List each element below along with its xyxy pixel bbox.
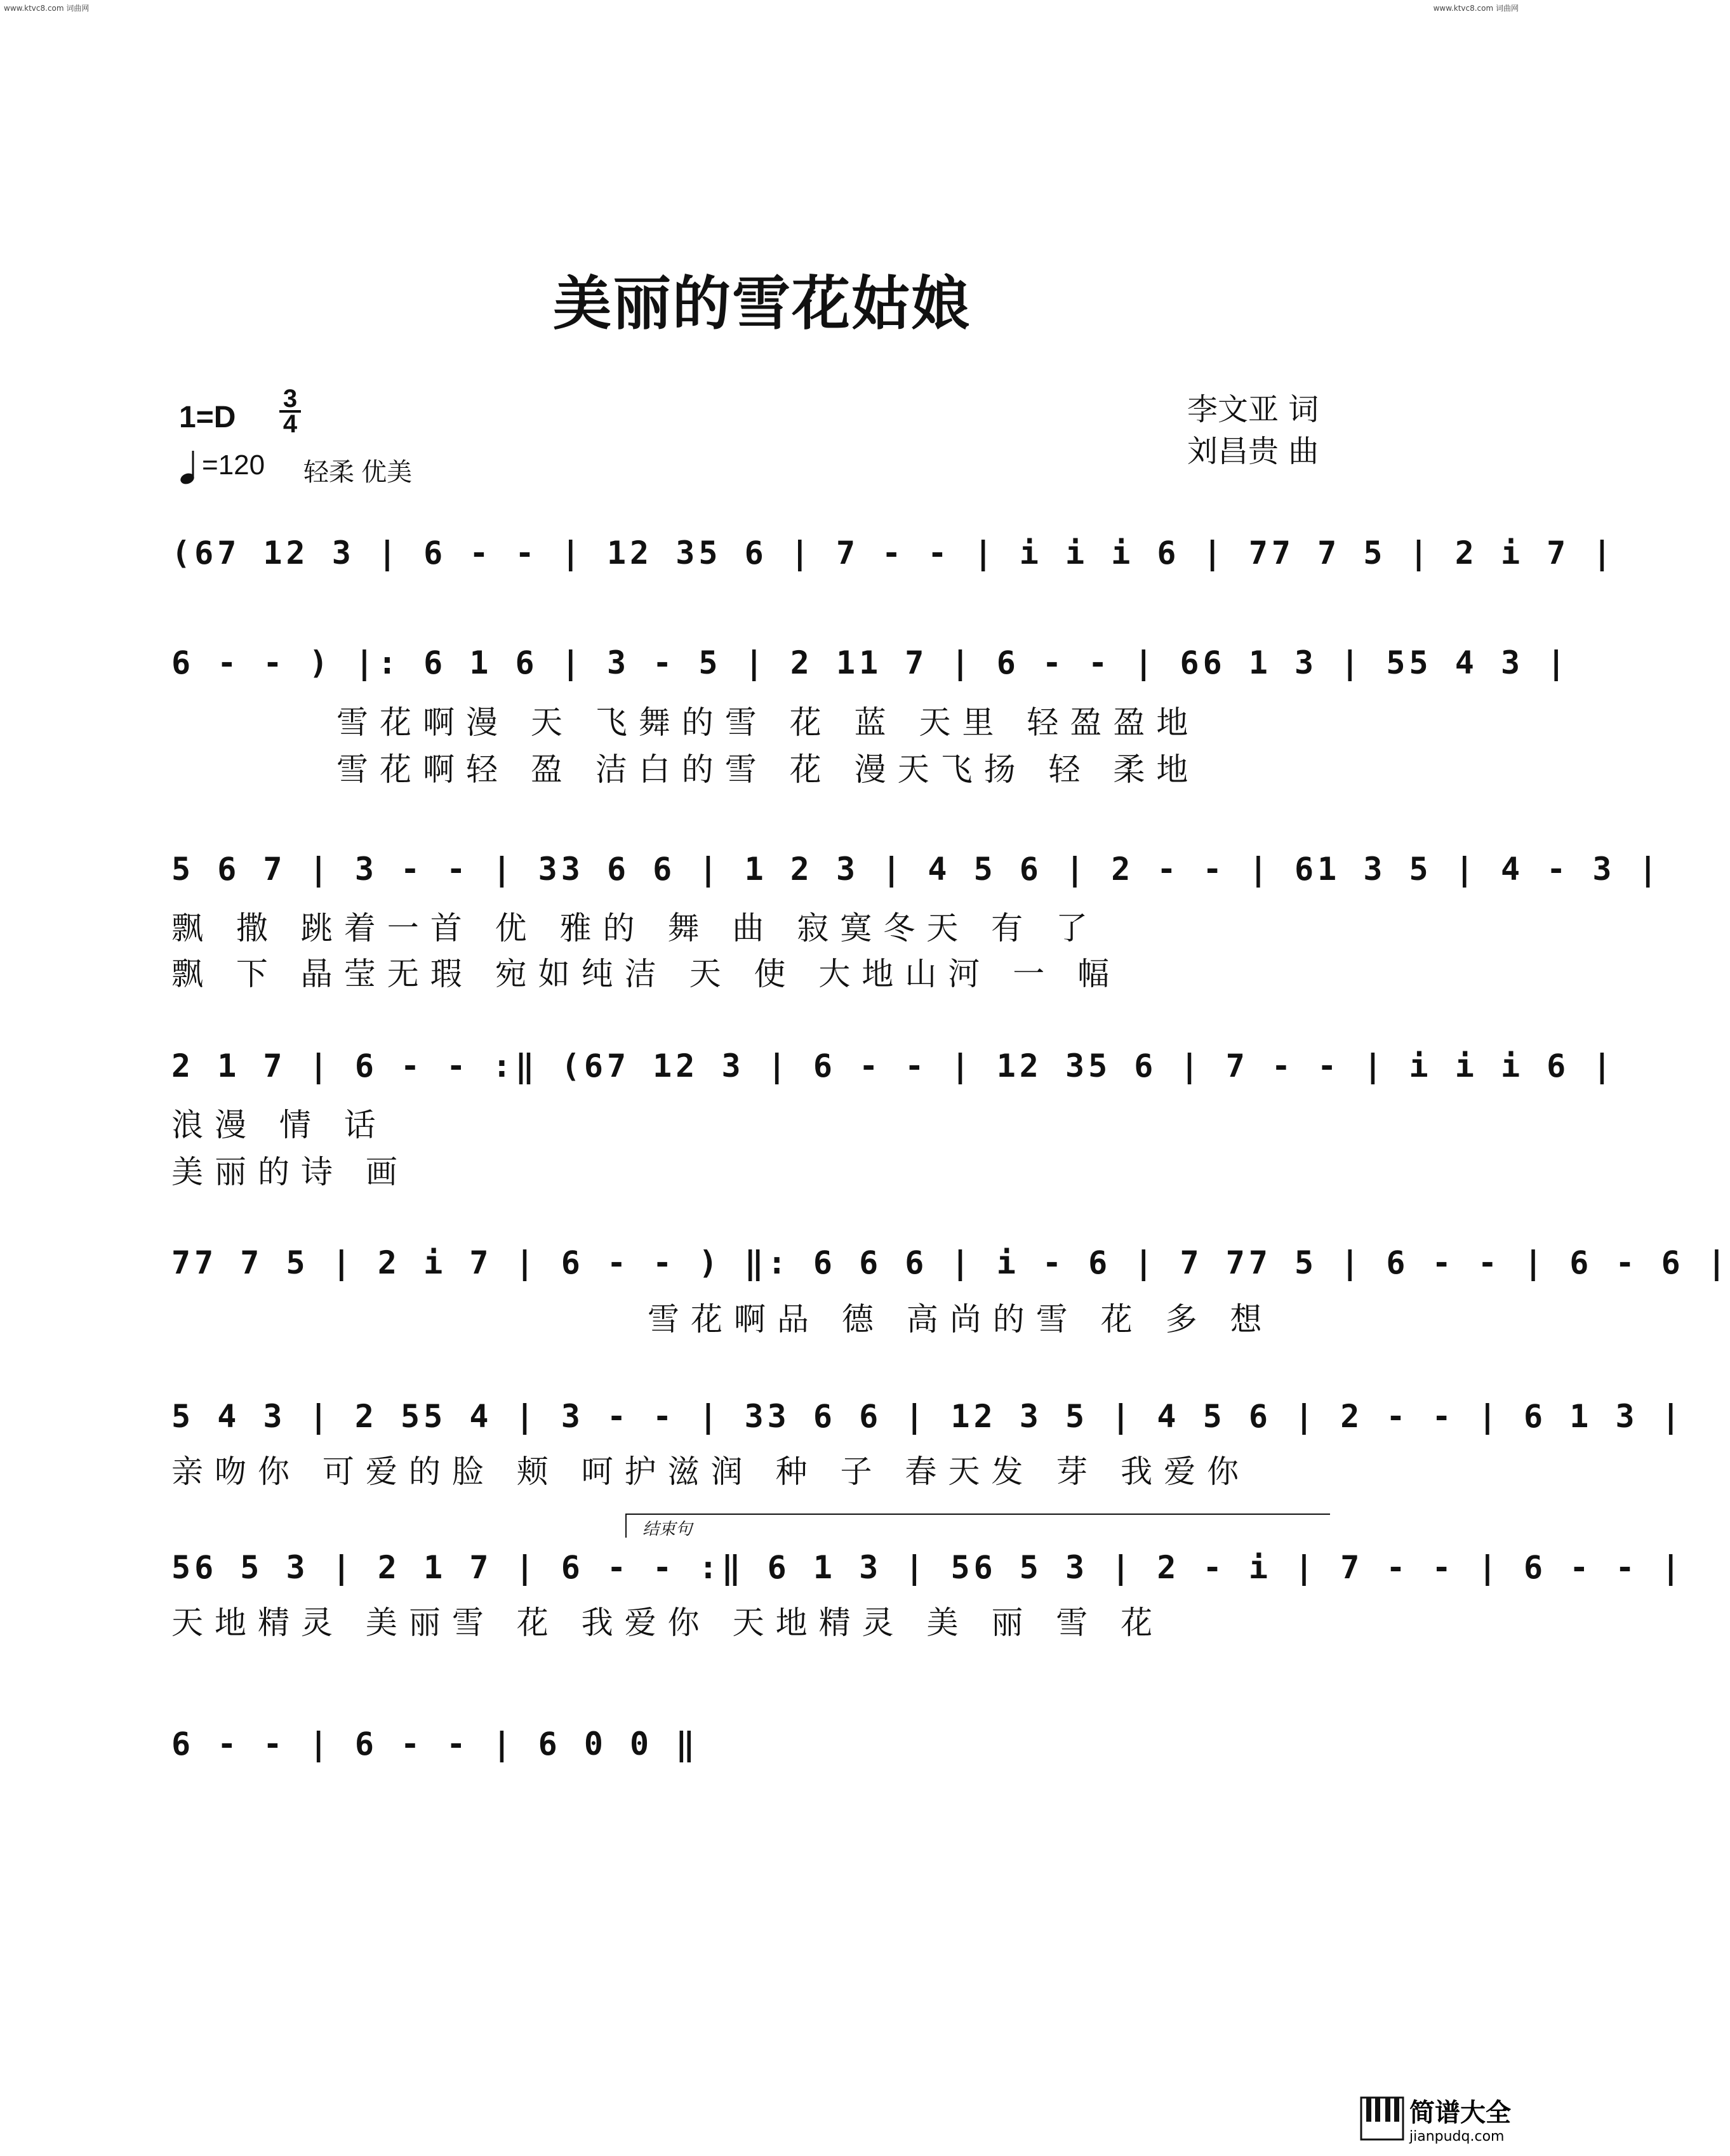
expression-mark: 轻柔 优美 <box>303 458 413 486</box>
score-line-7: 56 5 3 | 2 1 7 | 6 - - :‖ 6 1 3 | 56 5 3 | 2 - i | 7 - - | 6 - - | <box>171 1549 1684 1586</box>
time-signature-bottom: 4 <box>283 410 298 438</box>
logo-text-cn: 简谱大全 <box>1409 2098 1511 2127</box>
header-watermark-left: www.ktvc8.com 词曲网 <box>4 4 90 13</box>
tempo-value: =120 <box>202 449 265 481</box>
lyricist-credit: 李文亚 词 <box>1187 392 1319 427</box>
score-line-8: 6 - - | 6 - - | 6 0 0 ‖ <box>171 1726 699 1762</box>
ending-bracket <box>625 1514 1330 1538</box>
lyric-line-4-verse-1: 浪漫 情 话 <box>171 1107 387 1143</box>
lyric-line-3-verse-1: 飘 撒 跳着一首 优 雅的 舞 曲 寂寞冬天 有 了 <box>171 910 1100 947</box>
ending-label: 结束句 <box>642 1520 693 1539</box>
lyric-line-7-verse-1: 天地精灵 美丽雪 花 我爱你 天地精灵 美 丽 雪 花 <box>171 1604 1164 1641</box>
page-title: 美丽的雪花姑娘 <box>552 269 971 338</box>
time-signature <box>279 387 301 436</box>
score-line-6: 5 4 3 | 2 55 4 | 3 - - | 33 6 6 | 12 3 5 | 4 5 6 | 2 - - | 6 1 3 | <box>171 1398 1684 1435</box>
score-line-3: 5 6 7 | 3 - - | 33 6 6 | 1 2 3 | 4 5 6 | 2 - - | 61 3 5 | 4 - 3 | <box>171 851 1661 888</box>
lyric-line-2-verse-2: 雪花啊轻 盈 洁白的雪 花 漫天飞扬 轻 柔地 <box>336 751 1200 788</box>
header-watermark-right: www.ktvc8.com 词曲网 <box>1433 4 1519 13</box>
score-line-1: (67 12 3 | 6 - - | 12 35 6 | 7 - - | i i i 6 | 77 7 5 | 2 i 7 | <box>171 535 1616 571</box>
quarter-note-icon <box>179 449 197 488</box>
time-signature-top: 3 <box>283 385 298 413</box>
lyric-line-6-verse-1: 亲吻你 可爱的脸 颊 呵护滋润 种 子 春天发 芽 我爱你 <box>171 1453 1251 1490</box>
score-line-2: 6 - - ) |: 6 1 6 | 3 - 5 | 2 11 7 | 6 - - | 66 1 3 | 55 4 3 | <box>171 644 1570 681</box>
logo-text-en: jianpudq.com <box>1409 2129 1505 2145</box>
lyric-line-2-verse-1: 雪花啊漫 天 飞舞的雪 花 蓝 天里 轻盈盈地 <box>336 704 1200 741</box>
composer-credit: 刘昌贵 曲 <box>1187 434 1319 469</box>
lyric-line-5-verse-1: 雪花啊品 德 高尚的雪 花 多 想 <box>648 1301 1274 1338</box>
score-line-4: 2 1 7 | 6 - - :‖ (67 12 3 | 6 - - | 12 35 6 | 7 - - | i i i 6 | <box>171 1048 1616 1084</box>
lyric-line-4-verse-2: 美丽的诗 画 <box>171 1154 409 1190</box>
piano-keys-icon <box>1360 2096 1404 2141</box>
lyric-line-3-verse-2: 飘 下 晶莹无瑕 宛如纯洁 天 使 大地山河 一 幅 <box>171 955 1121 992</box>
score-line-5: 77 7 5 | 2 i 7 | 6 - - ) ‖: 6 6 6 | i - 6 | 7 77 5 | 6 - - | 6 - 6 | <box>171 1244 1730 1281</box>
site-logo <box>1360 2093 1511 2145</box>
key-signature: 1=D <box>179 401 236 434</box>
